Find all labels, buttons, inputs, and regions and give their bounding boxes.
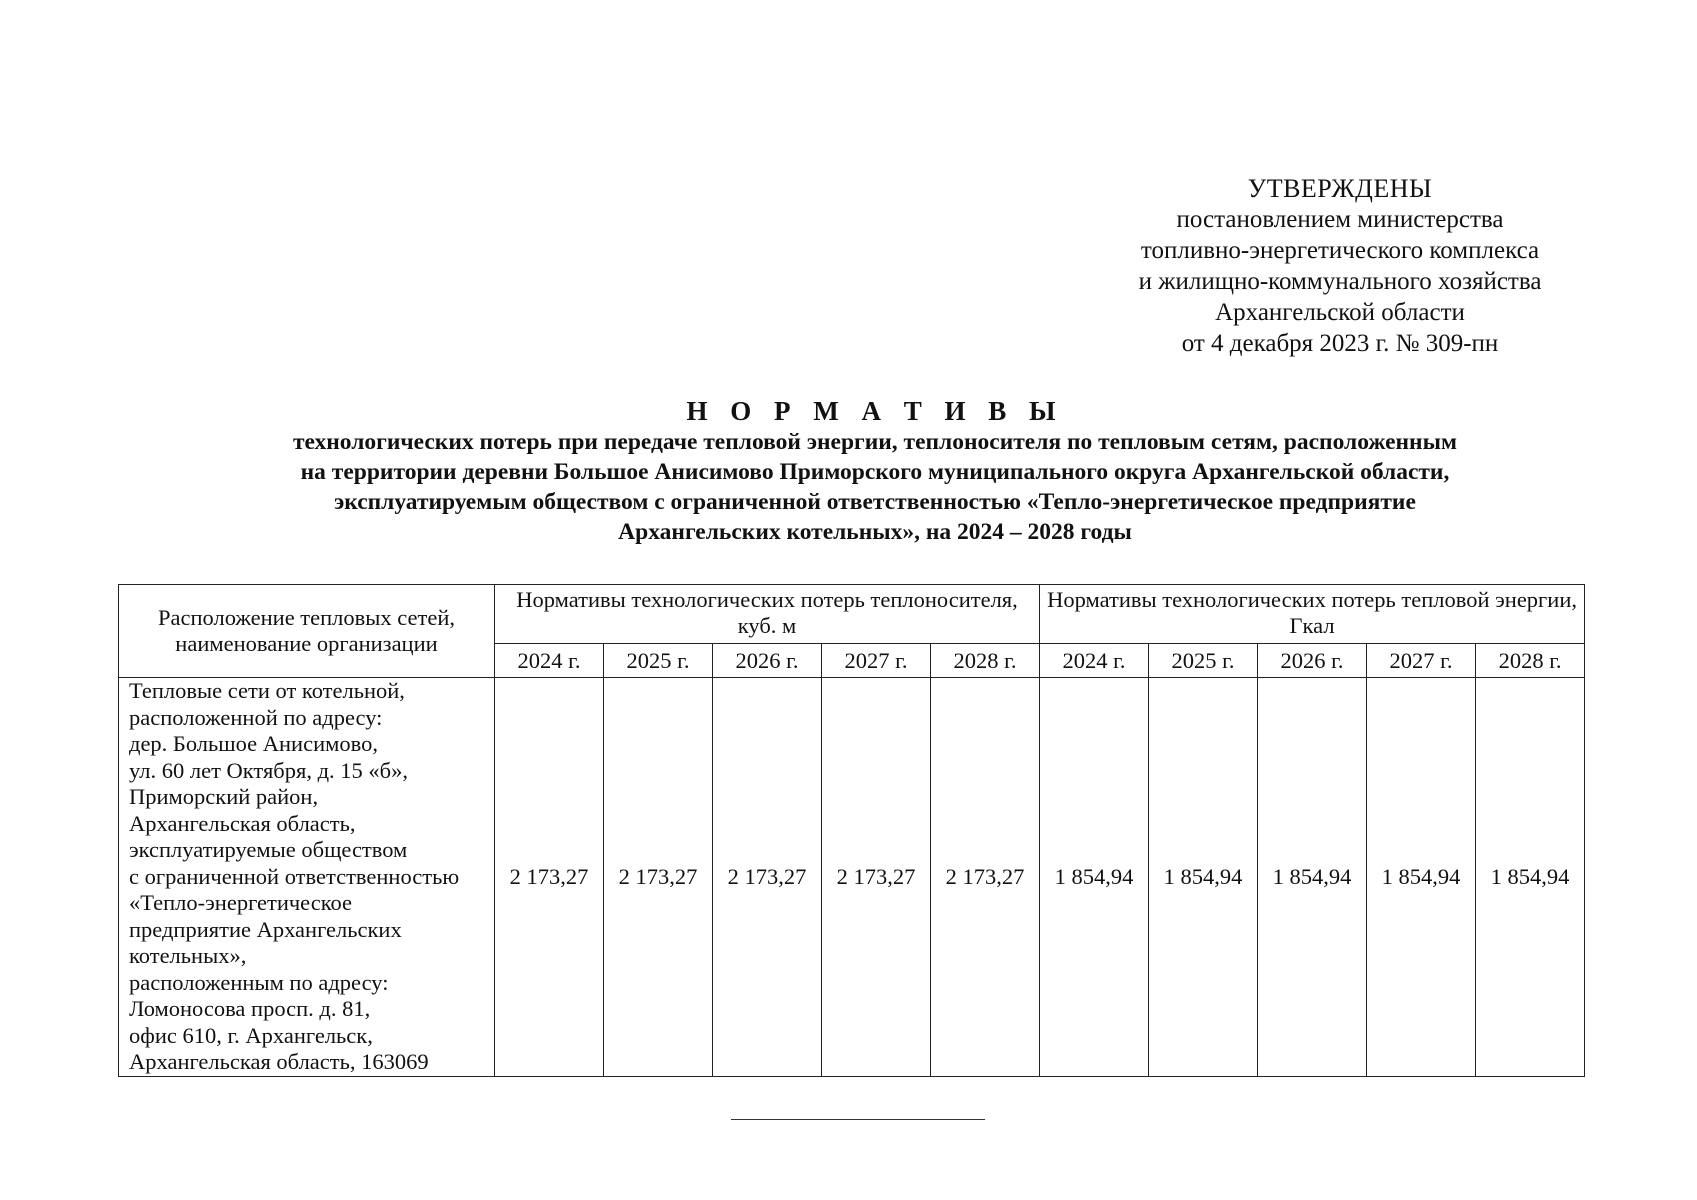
org-column-header: Расположение тепловых сетей, наименование организации <box>119 585 495 678</box>
org-line: офис 610, г. Архангельск, <box>129 1022 373 1048</box>
org-line: расположенной по адресу: <box>129 704 383 730</box>
coolant-value-cell: 2 173,27 <box>604 678 713 1077</box>
coolant-value-cell: 2 173,27 <box>931 678 1040 1077</box>
document-heading: Н О Р М А Т И В Ы <box>686 396 1064 426</box>
year-header: 2024 г. <box>495 644 604 678</box>
document-subtitle-line: эксплуатируемым обществом с ограниченной ответственностью «Тепло-энергетическое предприятие <box>334 489 1416 515</box>
year-header: 2026 г. <box>1258 644 1367 678</box>
approval-line: топливно-энергетического комплекса <box>1140 237 1540 264</box>
approval-line: от 4 декабря 2023 г. № 309-пн <box>1181 330 1499 357</box>
footer-divider <box>731 1119 985 1120</box>
document-title <box>140 395 1610 547</box>
approval-line: и жилищно-коммунального хозяйства <box>1138 268 1542 295</box>
heat-value-cell: 1 854,94 <box>1258 678 1367 1077</box>
org-line: Приморский район, <box>129 784 319 809</box>
org-line: котельных», <box>129 943 247 968</box>
document-subtitle-line: технологических потерь при передаче тепловой энергии, теплоносителя по тепловым сетям, расположенным <box>293 429 1457 455</box>
table-header-row <box>119 585 1585 644</box>
approval-title: УТВЕРЖДЕНЫ <box>1247 174 1433 203</box>
org-line: Ломоносова просп. д. 81, <box>129 996 371 1021</box>
heat-losses-header: Нормативы технологических потерь тепловой энергии, Гкал <box>1040 585 1585 644</box>
org-line: Архангельская область, <box>129 810 356 836</box>
org-line: «Тепло-энергетическое <box>129 890 353 915</box>
heat-value-cell: 1 854,94 <box>1040 678 1149 1077</box>
org-line: предприятие Архангельских <box>129 916 402 942</box>
org-line: дер. Большое Анисимово, <box>129 731 378 756</box>
heat-value-cell: 1 854,94 <box>1476 678 1585 1077</box>
org-line: Тепловые сети от котельной, <box>129 678 405 703</box>
coolant-value-cell: 2 173,27 <box>495 678 604 1077</box>
heat-value-cell: 1 854,94 <box>1149 678 1258 1077</box>
coolant-value-cell: 2 173,27 <box>822 678 931 1077</box>
heat-value-cell: 1 854,94 <box>1367 678 1476 1077</box>
table-row <box>119 678 1585 1077</box>
year-header: 2024 г. <box>1040 644 1149 678</box>
year-header: 2025 г. <box>604 644 713 678</box>
approval-block <box>1090 173 1590 359</box>
org-line: ул. 60 лет Октября, д. 15 «б», <box>129 757 408 783</box>
approval-line: Архангельской области <box>1215 299 1465 326</box>
document-subtitle-line: на территории деревни Большое Анисимово Приморского муниципального округа Архангельской области, <box>300 459 1450 485</box>
year-header: 2025 г. <box>1149 644 1258 678</box>
org-description-cell <box>119 678 495 1077</box>
org-line: расположенным по адресу: <box>129 969 389 995</box>
year-header: 2027 г. <box>822 644 931 678</box>
org-line: эксплуатируемые обществом <box>129 837 408 862</box>
norms-table <box>118 584 1585 1077</box>
coolant-losses-header: Нормативы технологических потерь теплоносителя, куб. м <box>495 585 1040 644</box>
coolant-value-cell: 2 173,27 <box>713 678 822 1077</box>
document-subtitle-line: Архангельских котельных», на 2024 – 2028 годы <box>618 519 1132 545</box>
year-header: 2027 г. <box>1367 644 1476 678</box>
year-header: 2028 г. <box>931 644 1040 678</box>
year-header: 2026 г. <box>713 644 822 678</box>
org-line: Архангельская область, 163069 <box>129 1049 429 1074</box>
year-header: 2028 г. <box>1476 644 1585 678</box>
org-line: с ограниченной ответственностью <box>129 863 460 889</box>
approval-line: постановлением министерства <box>1176 206 1504 233</box>
